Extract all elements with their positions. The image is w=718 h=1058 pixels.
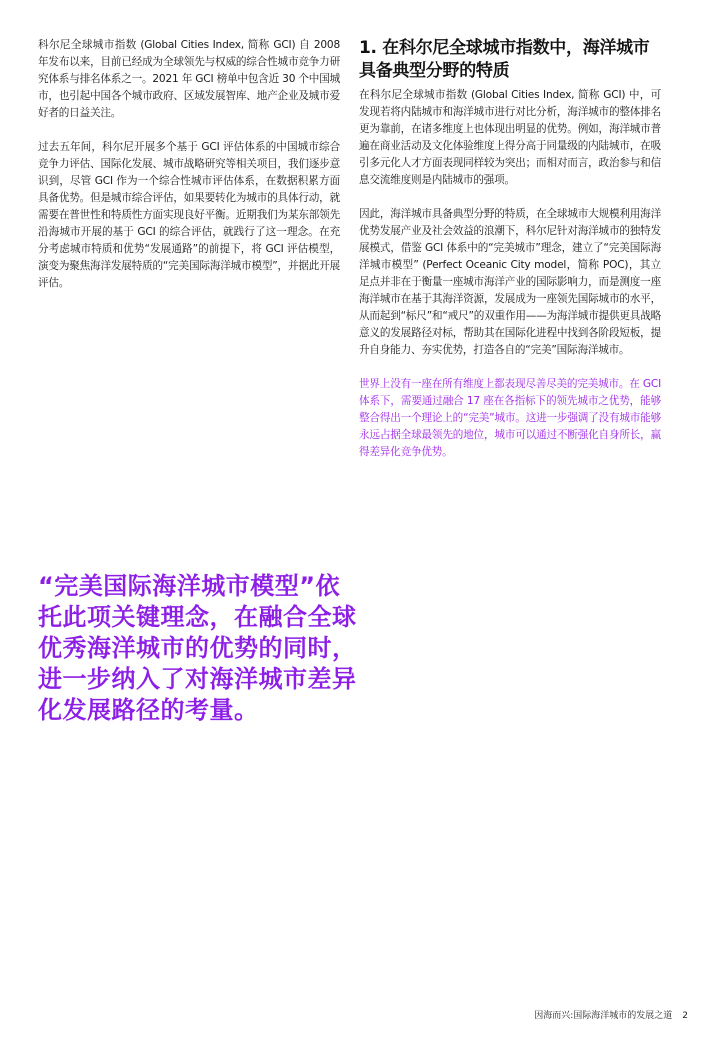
left-paragraph-intro: 科尔尼全球城市指数 (Global Cities Index, 简称 GCI) 自 2008 年发布以来，目前已经成为全球领先与权威的综合性城市竞争力研究体系与排名体系之一。2021 年 GCI 榜单中包含近 30 个中国城市，也引起中国各个城市政府、区域发展智库、地产企业及城市爱好者的日益关注。: [38, 39, 340, 119]
right-paragraph-comparison: 在科尔尼全球城市指数 (Global Cities Index, 简称 GCI) 中，可发现若将内陆城市和海洋城市进行对比分析，海洋城市的整体排名更为靠前，在诸多维度上也体现出明显的优势。例如，海洋城市普遍在商业活动及文化体验维度上得分高于同量级的内陆城市，在吸引多元化人才方面表现同样较为突出；而相对而言，政治参与和信息交流维度则是内陆城市的强项。: [359, 89, 661, 186]
right-paragraph-poc-model: 因此，海洋城市具备典型分野的特质，在全球城市大规模利用海洋优势发展产业及社会效益的浪潮下，科尔尼针对海洋城市的独特发展模式，借鉴 GCI 体系中的“完美城市”理念，建立了“完美国际海洋城市模型” (Perfect Oceanic City model，简称 POC)，其立足点并非在于衡量一座城市海洋产业的国际影响力，而是测度一座海洋城市在基于其海洋资源，发展成为一座领先国际城市的水平，从而起到“标尺”和“戒尺”的双重作用——为海洋城市提供更具战略意义的发展路径对标，帮助其在国际化进程中找到各阶段短板，提升自身能力、夯实优势，打造各自的“完美”国际海洋城市。: [359, 208, 661, 356]
pull-quote: “完美国际海洋城市模型”依托此项关键理念，在融合全球优秀海洋城市的优势的同时，进一步纳入了对海洋城市差异化发展路径的考量。: [38, 572, 357, 724]
page-footer: [534, 1008, 688, 1021]
left-paragraph-background: 过去五年间，科尔尼开展多个基于 GCI 评估体系的中国城市综合竞争力评估、国际化发展、城市战略研究等相关项目，我们逐步意识到，尽管 GCI 作为一个综合性城市评估体系，在数据积累方面具备优势。但是城市综合评估，如果要转化为城市的具体行动，就需要在普世性和特质性方面实现良好平衡。近期我们为某东部领先沿海城市开展的基于 GCI 的综合评估，就践行了这一理念。在充分考虑城市特质和优势“发展通路”的前提下，将 GCI 评估模型，演变为聚焦海洋发展特质的“完美国际海洋城市模型”，并据此开展评估。: [38, 141, 340, 289]
left-column: [38, 37, 340, 292]
footer-title: 因海而兴:国际海洋城市的发展之道: [534, 1011, 673, 1021]
page-number: 2: [682, 1011, 688, 1021]
section-heading: 1. 在科尔尼全球城市指数中，海洋城市具备典型分野的特质: [359, 38, 650, 81]
right-column: [359, 37, 661, 461]
right-paragraph-highlight: 世界上没有一座在所有维度上都表现尽善尽美的完美城市。在 GCI 体系下，需要通过融合 17 座在各指标下的领先城市之优势，能够整合得出一个理论上的“完美”城市。这进一步强调了没有城市能够永远占据全球最领先的地位，城市可以通过不断强化自身所长，赢得差异化竞争优势。: [359, 378, 661, 458]
